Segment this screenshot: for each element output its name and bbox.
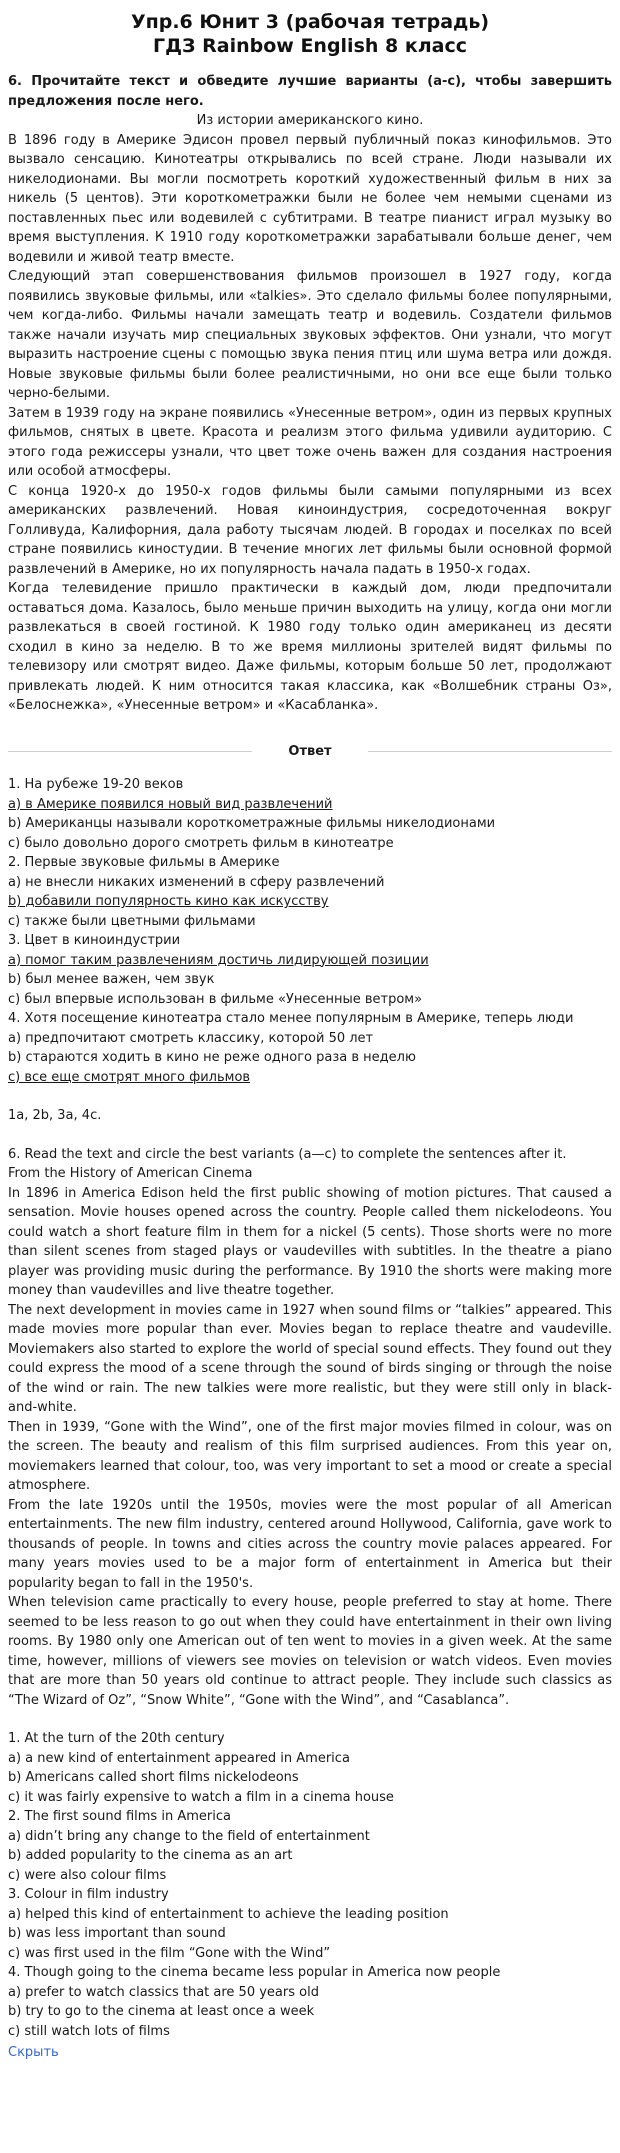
en-question: 1. At the turn of the 20th century: [8, 1731, 225, 1746]
ru-question: 3. Цвет в киноиндустрии: [8, 933, 181, 948]
ru-correct-option: a) помог таким развлечениям достичь лидирующей позиции: [8, 952, 429, 968]
page-title-line1: Упр.6 Юнит 3 (рабочая тетрадь): [130, 11, 490, 33]
en-question: 3. Colour in film industry: [8, 1887, 169, 1902]
en-option: a) prefer to watch classics that are 50 years old: [8, 1984, 319, 2000]
page-title: [8, 10, 612, 58]
ru-question: 4. Хотя посещение кинотеатра стало менее популярным в Америке, теперь люди: [8, 1011, 574, 1026]
ru-option: c) был впервые использован в фильме «Унесенные ветром»: [8, 991, 423, 1007]
en-paragraph: When television came practically to every house, people preferred to stay at home. There seemed to be less reason to go out when they could have entertainment in their own living rooms. By 1980 only one American out of ten went to movies in a given week. At the same time, however, millions of viewers see movies on television or watch videos. Even movies that are more than 50 years old continue to attract people. They include such classics as “The Wizard of Oz”, “Snow White”, “Gone with the Wind”, and “Casablanca”.: [8, 1595, 612, 1708]
ru-option: b) стараются ходить в кино не реже одного раза в неделю: [8, 1050, 416, 1065]
en-option: b) was less important than sound: [8, 1926, 226, 1941]
ru-paragraph: С конца 1920-х до 1950-х годов фильмы были самыми популярными из всех американских развлечений. Новая киноиндустрия, сосредоточенная вокруг Голливуда, Калифорния, дала работу тысячам людей. В городах и поселках по всей стране появились киностудии. В течение многих лет фильмы были основной формой развлечений в Америке, но их популярность начала падать в 1950-х годах.: [8, 483, 612, 577]
en-option: b) added popularity to the cinema as an art: [8, 1848, 293, 1863]
ru-paragraph: Когда телевидение пришло практически в каждый дом, люди предпочитали оставаться дома. Казалось, было меньше причин выходить на улицу, когда они могли развлекаться в своей гостиной. К 1980 году только один американец из десяти сходил в кино за неделю. В то же время миллионы зрителей видят фильмы по телевизору или смотрят видео. Даже фильмы, которым больше 50 лет, продолжают привлекать людей. К ним относится такая классика, как «Волшебник страны Оз», «Белоснежка», «Унесенные ветром» и «Касабланка».: [8, 581, 612, 713]
en-question: 4. Though going to the cinema became less popular in America now people: [8, 1965, 501, 1980]
en-option: c) was first used in the film “Gone with the Wind”: [8, 1945, 331, 1961]
ru-paragraph: В 1896 году в Америке Эдисон провел первый публичный показ кинофильмов. Это вызвало сенсацию. Кинотеатры открывались по всей стране. Люди называли их никелодионами. Вы могли посмотреть короткий художественный фильм в них за никель (5 центов). Эти короткометражки были не более чем немыми сценами из поставленных пьес или водевилей с субтитрами. В театре пианист играл музыку во время выступления. К 1910 году короткометражки зарабатывали больше денег, чем водевили и живой театр вместе.: [8, 132, 612, 265]
ru-answers-list: [8, 775, 612, 1087]
en-option: c) still watch lots of films: [8, 2023, 170, 2039]
en-option: b) try to go to the cinema at least once a week: [8, 2004, 315, 2019]
en-option: a) didn’t bring any change to the field of entertainment: [8, 1828, 370, 1844]
ru-question: 1. На рубеже 19-20 веков: [8, 777, 184, 792]
ru-question: 2. Первые звуковые фильмы в Америке: [8, 855, 280, 870]
divider-line-right: [368, 751, 612, 752]
en-option: c) were also colour films: [8, 1867, 167, 1883]
ru-option: b) Американцы называли короткометражные фильмы никелодионами: [8, 816, 496, 831]
ru-correct-option: a) в Америке появился новый вид развлечений: [8, 796, 333, 812]
en-task-instruction: 6. Read the text and circle the best variants (a—c) to complete the sentences after it.: [8, 1146, 567, 1162]
hide-link[interactable]: Скрыть: [8, 2045, 59, 2060]
ru-correct-option: c) все еще смотрят много фильмов: [8, 1069, 251, 1085]
en-option: a) helped this kind of entertainment to achieve the leading position: [8, 1906, 449, 1922]
ru-option: c) было довольно дорого смотреть фильм в кинотеатре: [8, 835, 394, 851]
ru-option: c) также были цветными фильмами: [8, 913, 256, 929]
en-option: a) a new kind of entertainment appeared in America: [8, 1750, 350, 1766]
en-paragraph: The next development in movies came in 1927 when sound films or “talkies” appeared. This made movies more popular than ever. Movies began to replace theatre and vaudeville. Moviemakers also started to explore the world of special sound effects. They found out they could express the mood of a scene through the sound of birds singing or through the noise of the wind or rain. The new talkies were more realistic, but they were still only in black-and-white.: [8, 1302, 612, 1415]
ru-correct-option: b) добавили популярность кино как искусству: [8, 894, 329, 909]
en-section: [8, 1145, 612, 2042]
en-paragraph: In 1896 in America Edison held the first public showing of motion pictures. That caused a sensation. Movie houses opened across the country. People called them nickelodeons. You could watch a short feature film in them for a nickel (5 cents). Those shorts were no more than silent scenes from staged plays or vaudevilles with subtitles. In the theatre a piano player was providing music during the performance. By 1910 the shorts were making more money than vaudevilles and live theatre together.: [8, 1185, 612, 1298]
en-option: c) it was fairly expensive to watch a film in a cinema house: [8, 1789, 394, 1805]
en-option: b) Americans called short films nickelodeons: [8, 1770, 299, 1785]
en-paragraph: From the late 1920s until the 1950s, movies were the most popular of all American entertainments. The new film industry, centered around Hollywood, California, gave work to thousands of people. In towns and cities across the country movie palaces appeared. For many years movies used to be a major form of entertainment in America but their popularity began to fall in the 1950's.: [8, 1497, 612, 1591]
ru-text-heading: Из истории американского кино.: [196, 113, 424, 128]
answer-label: Ответ: [288, 743, 332, 759]
ru-option: b) был менее важен, чем звук: [8, 972, 215, 987]
en-questions-list: [8, 1729, 612, 2041]
ru-task-instruction: 6. Прочитайте текст и обведите лучшие варианты (a-c), чтобы завершить предложения после него.: [8, 74, 612, 109]
en-paragraph: Then in 1939, “Gone with the Wind”, one of the first major movies filmed in colour, was on the screen. The beauty and realism of this film surprised audiences. From this year on, moviemakers learned that colour, too, was very important to set a mood or create a special atmosphere.: [8, 1419, 612, 1493]
ru-text-body: [8, 131, 612, 716]
ru-paragraph: Затем в 1939 году на экране появились «Унесенные ветром», один из первых крупных фильмов, снятых в цвете. Красота и реализм этого фильма удивили аудиторию. С этого года режиссеры узнали, что цвет тоже очень важен для создания настроения или особой атмосферы.: [8, 405, 612, 479]
ru-option: a) не внесли никаких изменений в сферу развлечений: [8, 874, 385, 890]
answer-summary: 1a, 2b, 3a, 4c.: [8, 1108, 102, 1123]
answer-divider: [8, 742, 612, 762]
ru-paragraph: Следующий этап совершенствования фильмов произошел в 1927 году, когда появились звуковые фильмы, или «talkies». Это сделало фильмы более популярными, чем когда-либо. Фильмы начали замещать театр и водевиль. Создатели фильмов также начали изучать мир специальных звуковых эффектов. Они узнали, что могут выразить настроение сцены с помощью звука пения птиц или шума ветра или дождя. Новые звуковые фильмы были более реалистичными, но они все еще были только черно-белыми.: [8, 269, 612, 401]
en-text-heading: From the History of American Cinema: [8, 1166, 253, 1181]
page-title-line2: ГДЗ Rainbow English 8 класс: [152, 35, 468, 57]
ru-option: a) предпочитают смотреть классику, которой 50 лет: [8, 1030, 374, 1046]
en-question: 2. The first sound films in America: [8, 1809, 231, 1824]
divider-line-left: [8, 751, 252, 752]
